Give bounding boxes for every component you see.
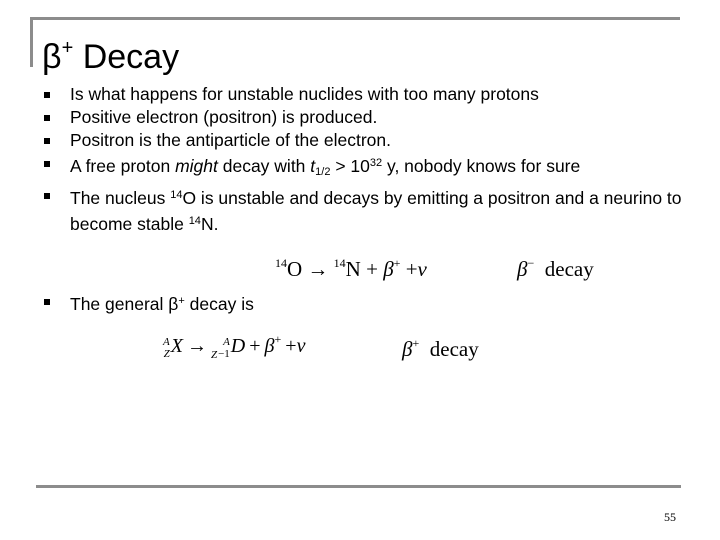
mass-number: 14 xyxy=(170,189,183,201)
eq2-minus-one: −1 xyxy=(218,348,230,361)
bullet-item xyxy=(44,129,704,152)
exponent: 32 xyxy=(369,157,383,169)
eq1-beta: β xyxy=(383,257,394,281)
bullet-text-pre: The nucleus xyxy=(70,188,171,208)
bullet-text-pre: A free proton xyxy=(70,156,176,176)
eq2-mass-A: A xyxy=(163,336,170,349)
title-text: Decay xyxy=(73,38,180,76)
label-beta-sup: − xyxy=(527,256,535,270)
slide-frame-top-rule xyxy=(30,17,680,20)
eq2-plus: + xyxy=(249,335,261,357)
eq2-arrow: → xyxy=(186,335,207,357)
slide-title xyxy=(42,28,179,77)
bullet-text: Positive electron (positron) is produced. xyxy=(70,107,378,127)
bullet-item xyxy=(44,184,704,236)
eq2-atomic-Z: Z xyxy=(163,348,170,361)
label-beta-sup: + xyxy=(412,336,420,350)
bullet-square-icon xyxy=(44,299,50,305)
bullet-text-post: decay is xyxy=(184,294,254,314)
general-beta-sup: + xyxy=(178,295,185,307)
eq2-right-indices xyxy=(218,336,230,360)
bullet-square-icon xyxy=(44,115,50,121)
bullet-list xyxy=(44,83,704,236)
bullet-text-mid: O is unstable and decays by emitting a positron and a neurino to become stable xyxy=(70,188,682,234)
bullet-item xyxy=(44,152,704,184)
bullet-square-icon xyxy=(44,161,50,167)
eq1-left: O xyxy=(287,257,303,281)
slide-frame-left-rule xyxy=(30,17,33,67)
bullet-text-italic: might xyxy=(175,156,218,176)
half-life-symbol: t xyxy=(310,156,316,176)
general-beta: β xyxy=(168,294,179,314)
bullet-text-mid: decay with xyxy=(217,156,311,176)
eq1-right: N xyxy=(345,257,361,281)
bullet-item-general xyxy=(44,290,254,316)
eq2-plus: + xyxy=(285,335,297,357)
label-beta: β xyxy=(517,257,528,281)
eq1-mass-left: 14 xyxy=(275,256,287,270)
bullet-text-gt: > 10 xyxy=(330,156,370,176)
half-life-subscript: 1/2 xyxy=(315,166,331,178)
eq2-D: D xyxy=(230,335,246,357)
slide-footer-rule xyxy=(36,485,681,488)
bullet-text-post: N. xyxy=(200,214,219,234)
eq1-beta-sup: + xyxy=(393,256,401,270)
oxygen-decay-equation xyxy=(275,256,427,282)
eq2-beta-sup: + xyxy=(274,332,282,346)
page-number: 55 xyxy=(664,510,676,524)
eq1-mass-right: 14 xyxy=(333,256,346,270)
eq2-nu: ν xyxy=(296,335,306,357)
eq2-atomic-Z-right: Z xyxy=(210,349,218,361)
beta-minus-decay-label xyxy=(517,256,594,282)
eq1-arrow: → xyxy=(307,257,329,281)
mass-number: 14 xyxy=(188,215,201,227)
bullet-item xyxy=(44,83,704,106)
label-decay: decay xyxy=(544,257,594,281)
eq1-plus: + xyxy=(405,257,418,281)
general-decay-equation xyxy=(163,332,305,361)
eq1-nu: ν xyxy=(417,257,427,281)
eq2-beta: β xyxy=(264,335,275,357)
bullet-text: Positron is the antiparticle of the electron. xyxy=(70,130,392,150)
beta-plus-decay-label xyxy=(402,336,479,362)
eq2-X: X xyxy=(170,335,183,357)
bullet-square-icon xyxy=(44,138,50,144)
bullet-text: Is what happens for unstable nuclides with too many protons xyxy=(70,84,539,104)
label-decay: decay xyxy=(429,337,479,361)
bullet-item xyxy=(44,106,704,129)
eq2-left-indices xyxy=(163,336,170,360)
eq2-right-Z xyxy=(211,349,217,361)
title-beta: β xyxy=(42,38,62,76)
eq1-plus: + xyxy=(366,257,378,281)
bullet-square-icon xyxy=(44,193,50,199)
bullet-text-post: y, nobody knows for sure xyxy=(382,156,581,176)
bullet-text-pre: The general xyxy=(70,294,169,314)
eq2-mass-A-right: A xyxy=(223,336,230,349)
title-sup: + xyxy=(61,37,74,59)
bullet-square-icon xyxy=(44,92,50,98)
label-beta: β xyxy=(402,337,413,361)
